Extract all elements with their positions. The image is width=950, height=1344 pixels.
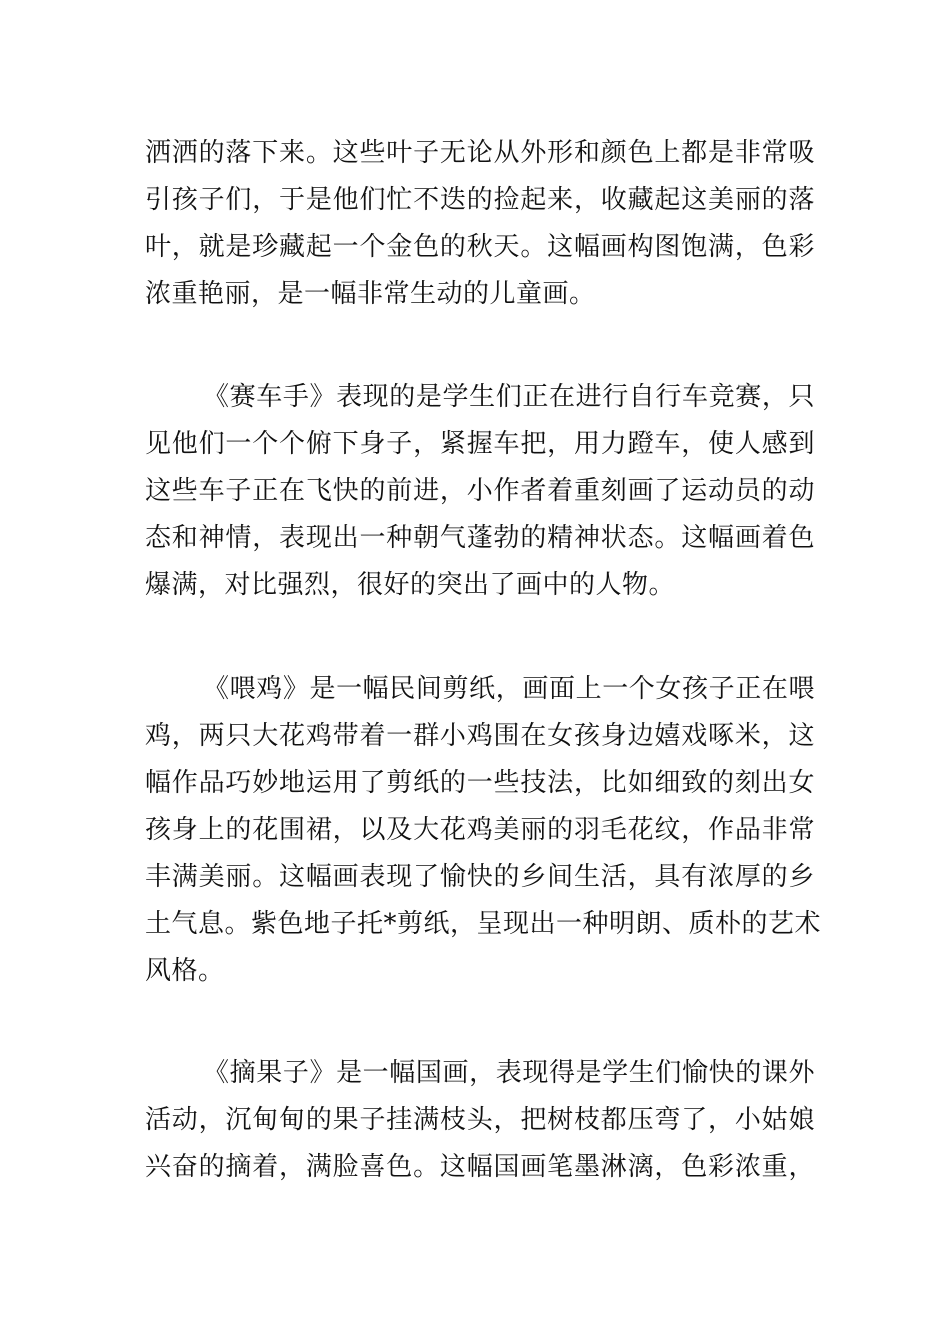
paragraph-3-line-6: 土气息。紫色地子托*剪纸，呈现出一种明朗、质朴的艺术 (145, 909, 822, 939)
paragraph-3-line-7: 风格。 (145, 956, 225, 986)
paragraph-2-line-4: 态和神情，表现出一种朝气蓬勃的精神状态。这幅画着色 (145, 523, 815, 553)
paragraph-4-line-1: 《摘果子》是一幅国画，表现得是学生们愉快的课外 (203, 1058, 815, 1088)
paragraph-4-line-2: 活动，沉甸甸的果子挂满枝头，把树枝都压弯了，小姑娘 (145, 1105, 815, 1135)
paragraph-2-line-3: 这些车子正在飞快的前进，小作者着重刻画了运动员的动 (145, 476, 815, 506)
paragraph-3-line-2: 鸡，两只大花鸡带着一群小鸡围在女孩身边嬉戏啄米，这 (145, 721, 815, 751)
paragraph-4-line-3: 兴奋的摘着，满脸喜色。这幅国画笔墨淋漓，色彩浓重， (145, 1152, 815, 1182)
paragraph-1-line-3: 叶，就是珍藏起一个金色的秋天。这幅画构图饱满，色彩 (145, 232, 815, 262)
paragraph-3-line-3: 幅作品巧妙地运用了剪纸的一些技法，比如细致的刻出女 (145, 768, 815, 798)
paragraph-2-line-5: 爆满，对比强烈，很好的突出了画中的人物。 (145, 570, 676, 600)
paragraph-3-line-1: 《喂鸡》是一幅民间剪纸，画面上一个女孩子正在喂 (203, 674, 815, 704)
paragraph-1-line-2: 引孩子们，于是他们忙不迭的捡起来，收藏起这美丽的落 (145, 185, 815, 215)
paragraph-3-line-4: 孩身上的花围裙，以及大花鸡美丽的羽毛花纹，作品非常 (145, 815, 815, 845)
paragraph-1-line-4: 浓重艳丽，是一幅非常生动的儿童画。 (145, 279, 596, 309)
paragraph-1-line-1: 洒洒的落下来。这些叶子无论从外形和颜色上都是非常吸 (145, 138, 815, 168)
paragraph-2-line-2: 见他们一个个俯下身子，紧握车把，用力蹬车，使人感到 (145, 429, 815, 459)
paragraph-3-line-5: 丰满美丽。这幅画表现了愉快的乡间生活，具有浓厚的乡 (145, 862, 815, 892)
paragraph-2-line-1: 《赛车手》表现的是学生们正在进行自行车竞赛，只 (203, 382, 815, 412)
